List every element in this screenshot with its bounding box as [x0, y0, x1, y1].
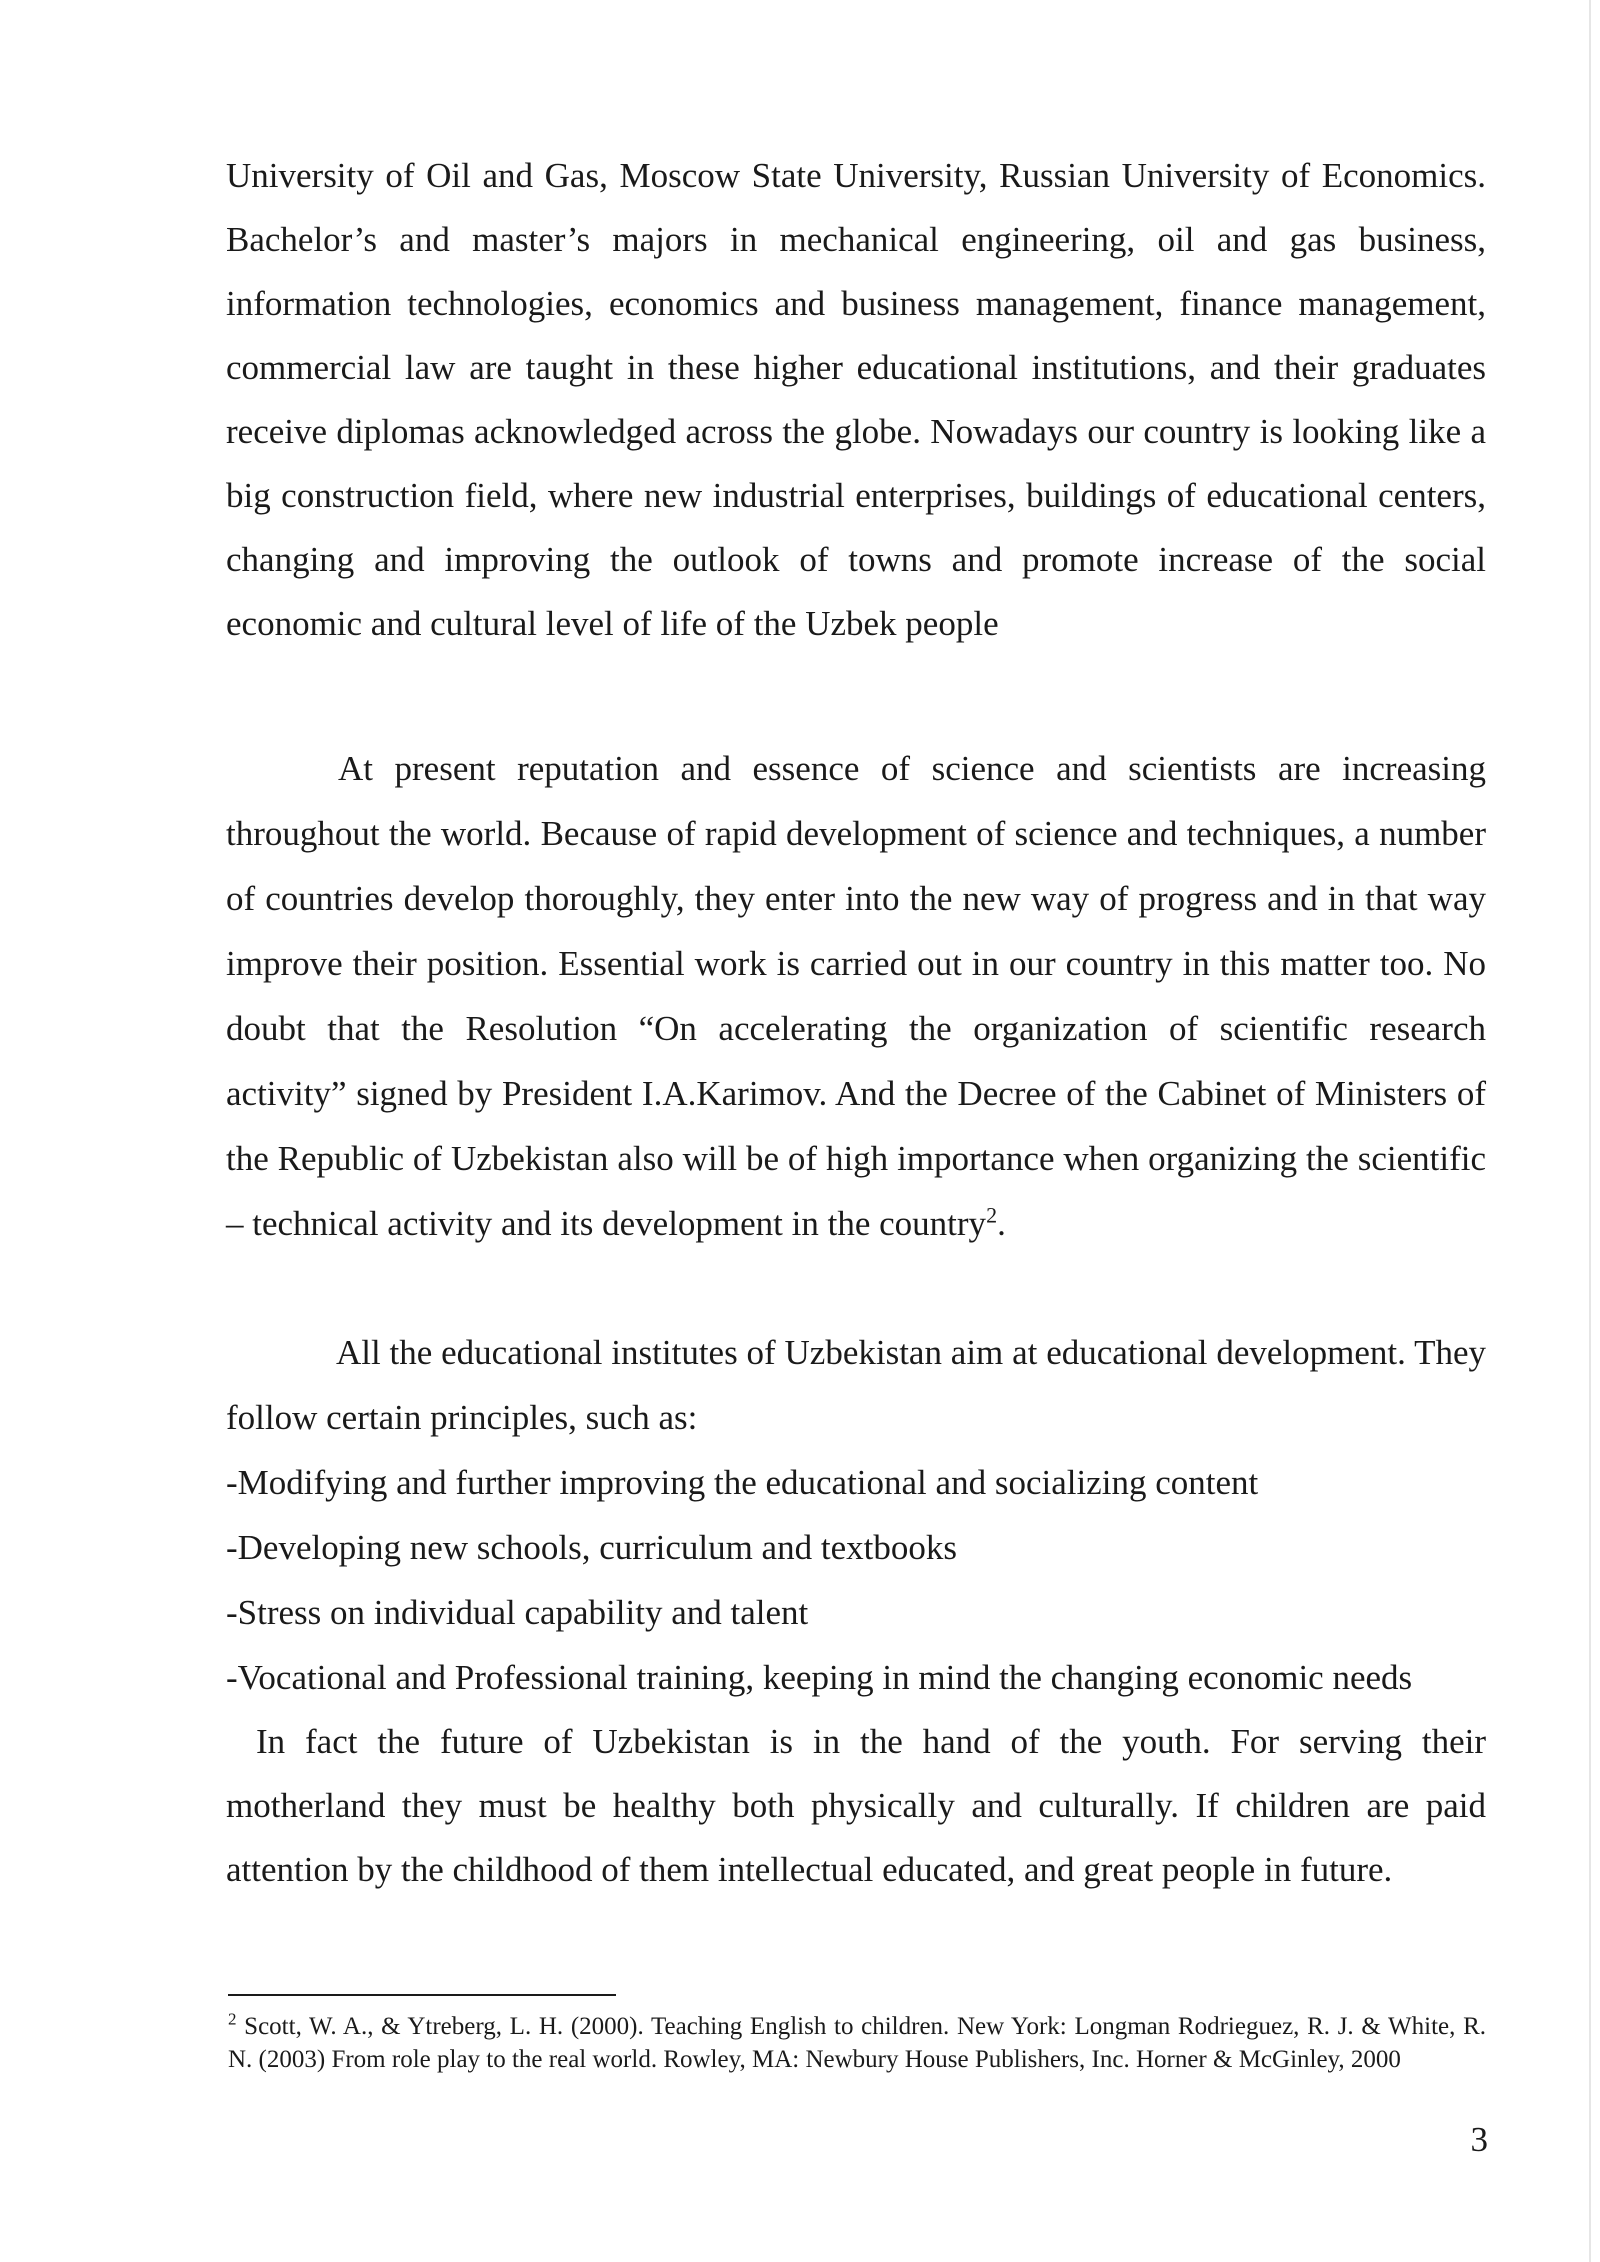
list-item: -Stress on individual capability and talent	[226, 1593, 809, 1632]
principles-list	[226, 1450, 1486, 1710]
paragraph-science-end: .	[997, 1204, 1006, 1243]
footnote-separator	[228, 1994, 616, 1996]
footnote	[228, 2010, 1486, 2076]
list-item: -Vocational and Professional training, keeping in mind the changing economic needs	[226, 1658, 1413, 1697]
paragraph-youth: In fact the future of Uzbekistan is in the hand of the youth. For serving their motherland they must be healthy both physically and culturally. If children are paid attention by the childhood of them intellectual educated, and great people in future.	[226, 1722, 1486, 1889]
page-edge-line	[1589, 0, 1591, 2262]
paragraph-science-text: At present reputation and essence of science and scientists are increasing throughout the world. Because of rapid development of science and techniques, a number of countries develop thoroughly, they enter into the new way of progress and in that way improve their position. Essential work is carried out in our country in this matter too. No doubt that the Resolution “On accelerating the organization of scientific research activity” signed by President I.A.Karimov. And the Decree of the Cabinet of Ministers of the Republic of Uzbekistan also will be of high importance when organizing the scientific – technical activity and its development in the country	[226, 749, 1486, 1243]
footnote-marker: 2	[228, 2009, 237, 2029]
list-item: -Developing new schools, curriculum and textbooks	[226, 1528, 957, 1567]
paragraph-universities: University of Oil and Gas, Moscow State University, Russian University of Economics. Bachelor’s and master’s majors in mechanical engineering, oil and gas business, information technologies, economics and business management, finance management, commercial law are taught in these higher educational institutions, and their graduates receive diplomas acknowledged across the globe. Nowadays our country is looking like a big construction field, where new industrial enterprises, buildings of educational centers, changing and improving the outlook of towns and promote increase of the social economic and cultural level of life of the Uzbek people	[226, 156, 1486, 643]
paragraph-principles-intro: All the educational institutes of Uzbekistan aim at educational development. They follow certain principles, such as:	[226, 1333, 1486, 1437]
paragraph-science	[226, 736, 1486, 1256]
footnote-reference[interactable]: 2	[986, 1202, 998, 1228]
footnote-text: Scott, W. A., & Ytreberg, L. H. (2000). Teaching English to children. New York: Longman Rodrieguez, R. J. & White, R. N. (2003) From role play to the real world. Rowley, MA: Newbury House Publishers, Inc. Horner & McGinley, 2000	[228, 2013, 1486, 2073]
list-item: -Modifying and further improving the educational and socializing content	[226, 1463, 1259, 1502]
page-number: 3	[1470, 2120, 1488, 2159]
